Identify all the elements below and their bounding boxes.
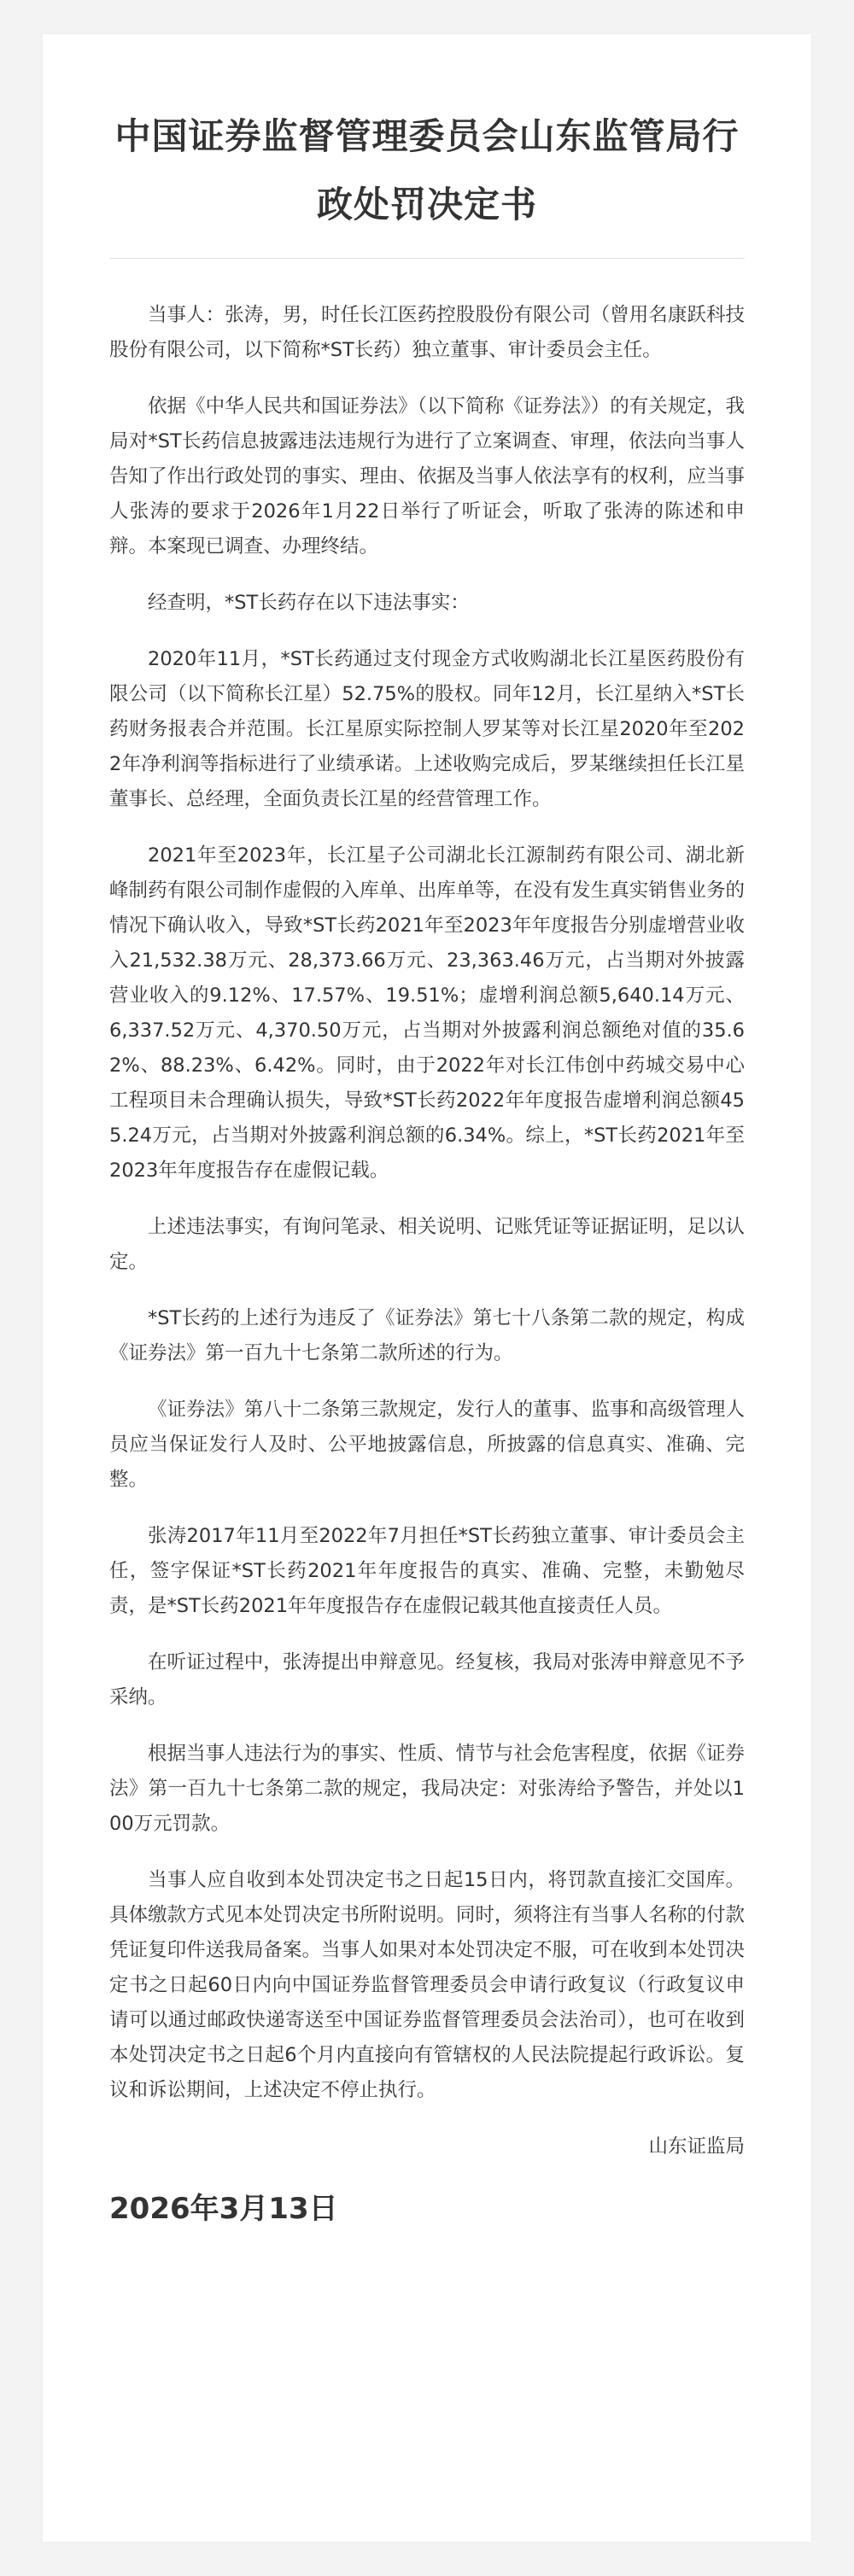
- issuer-signature: 山东证监局: [648, 2135, 745, 2158]
- paragraph-false-records: 2021年至2023年，长江星子公司湖北长江源制药有限公司、湖北新峰制药有限公司制作虚假的入库单、出库单等，在没有发生真实销售业务的情况下确认收入，导致*ST长药2021年至2023年年度报告分别虚增营业收入21,532.38万元、28,373.66万元、23,363.46万元，占当期对外披露营业收入的9.12%、17.57%、19.51%；虚增利润总额5,640.14万元、6,337.52万元、4,370.50万元，占当期对外披露利润总额绝对值的35.62%、88.23%、6.42%。同时，由于2022年对长江伟创中药城交易中心工程项目未合理确认损失，导致*ST长药2022年年度报告虚增利润总额455.24万元，占当期对外披露利润总额的6.34%。综上，*ST长药2021年至2023年年度报告存在虚假记载。: [109, 844, 745, 1182]
- paragraph-payment-appeal: 当事人应自收到本处罚决定书之日起15日内，将罚款直接汇交国库。具体缴款方式见本处罚决定书所附说明。同时，须将注有当事人名称的付款凭证复印件送我局备案。当事人如果对本处罚决定不服，可在收到本处罚决定书之日起60日内向中国证券监督管理委员会申请行政复议（行政复议申请可以通过邮政快递寄送至中国证券监督管理委员会法治司），也可在收到本处罚决定书之日起6个月内直接向有管辖权的人民法院提起行政诉讼。复议和诉讼期间，上述决定不停止执行。: [109, 1869, 745, 2101]
- title-divider: [109, 258, 745, 259]
- paragraph-violation: *ST长药的上述行为违反了《证券法》第七十八条第二款的规定，构成《证券法》第一百九十七条第二款所述的行为。: [109, 1307, 745, 1364]
- paragraph-acquisition: 2020年11月，*ST长药通过支付现金方式收购湖北长江星医药股份有限公司（以下简称长江星）52.75%的股权。同年12月，长江星纳入*ST长药财务报表合并范围。长江星原实际控制人罗某等对长江星2020年至2022年净利润等指标进行了业绩承诺。上述收购完成后，罗某继续担任长江星董事长、总经理，全面负责长江星的经营管理工作。: [109, 648, 745, 810]
- document-page: [43, 34, 811, 2542]
- paragraph-party: 当事人：张涛，男，时任长江医药控股股份有限公司（曾用名康跃科技股份有限公司，以下简称*ST长药）独立董事、审计委员会主任。: [109, 304, 745, 361]
- paragraph-evidence: 上述违法事实，有询问笔录、相关说明、记账凭证等证据证明，足以认定。: [109, 1216, 745, 1273]
- paragraph-hearing: 在听证过程中，张涛提出申辩意见。经复核，我局对张涛申辩意见不予采纳。: [109, 1651, 745, 1709]
- paragraph-legal-duty: 《证券法》第八十二条第三款规定，发行人的董事、监事和高级管理人员应当保证发行人及时、公平地披露信息，所披露的信息真实、准确、完整。: [109, 1399, 745, 1491]
- issue-date: 2026年3月13日: [109, 2192, 338, 2226]
- paragraph-responsibility: 张涛2017年11月至2022年7月担任*ST长药独立董事、审计委员会主任，签字保证*ST长药2021年年度报告的真实、准确、完整，未勤勉尽责，是*ST长药2021年年度报告存在虚假记载其他直接责任人员。: [109, 1525, 745, 1617]
- paragraph-procedure: 依据《中华人民共和国证券法》（以下简称《证券法》）的有关规定，我局对*ST长药信息披露违法违规行为进行了立案调查、审理，依法向当事人告知了作出行政处罚的事实、理由、依据及当事人依法享有的权利，应当事人张涛的要求于2026年1月22日举行了听证会，听取了张涛的陈述和申辩。本案现已调查、办理终结。: [109, 395, 745, 558]
- paragraph-findings-intro: 经查明，*ST长药存在以下违法事实：: [148, 592, 470, 614]
- paragraph-decision: 根据当事人违法行为的事实、性质、情节与社会危害程度，依据《证券法》第一百九十七条第二款的规定，我局决定：对张涛给予警告，并处以100万元罚款。: [109, 1743, 745, 1835]
- document-title: 中国证券监督管理委员会山东监管局行政处罚决定书: [114, 115, 740, 225]
